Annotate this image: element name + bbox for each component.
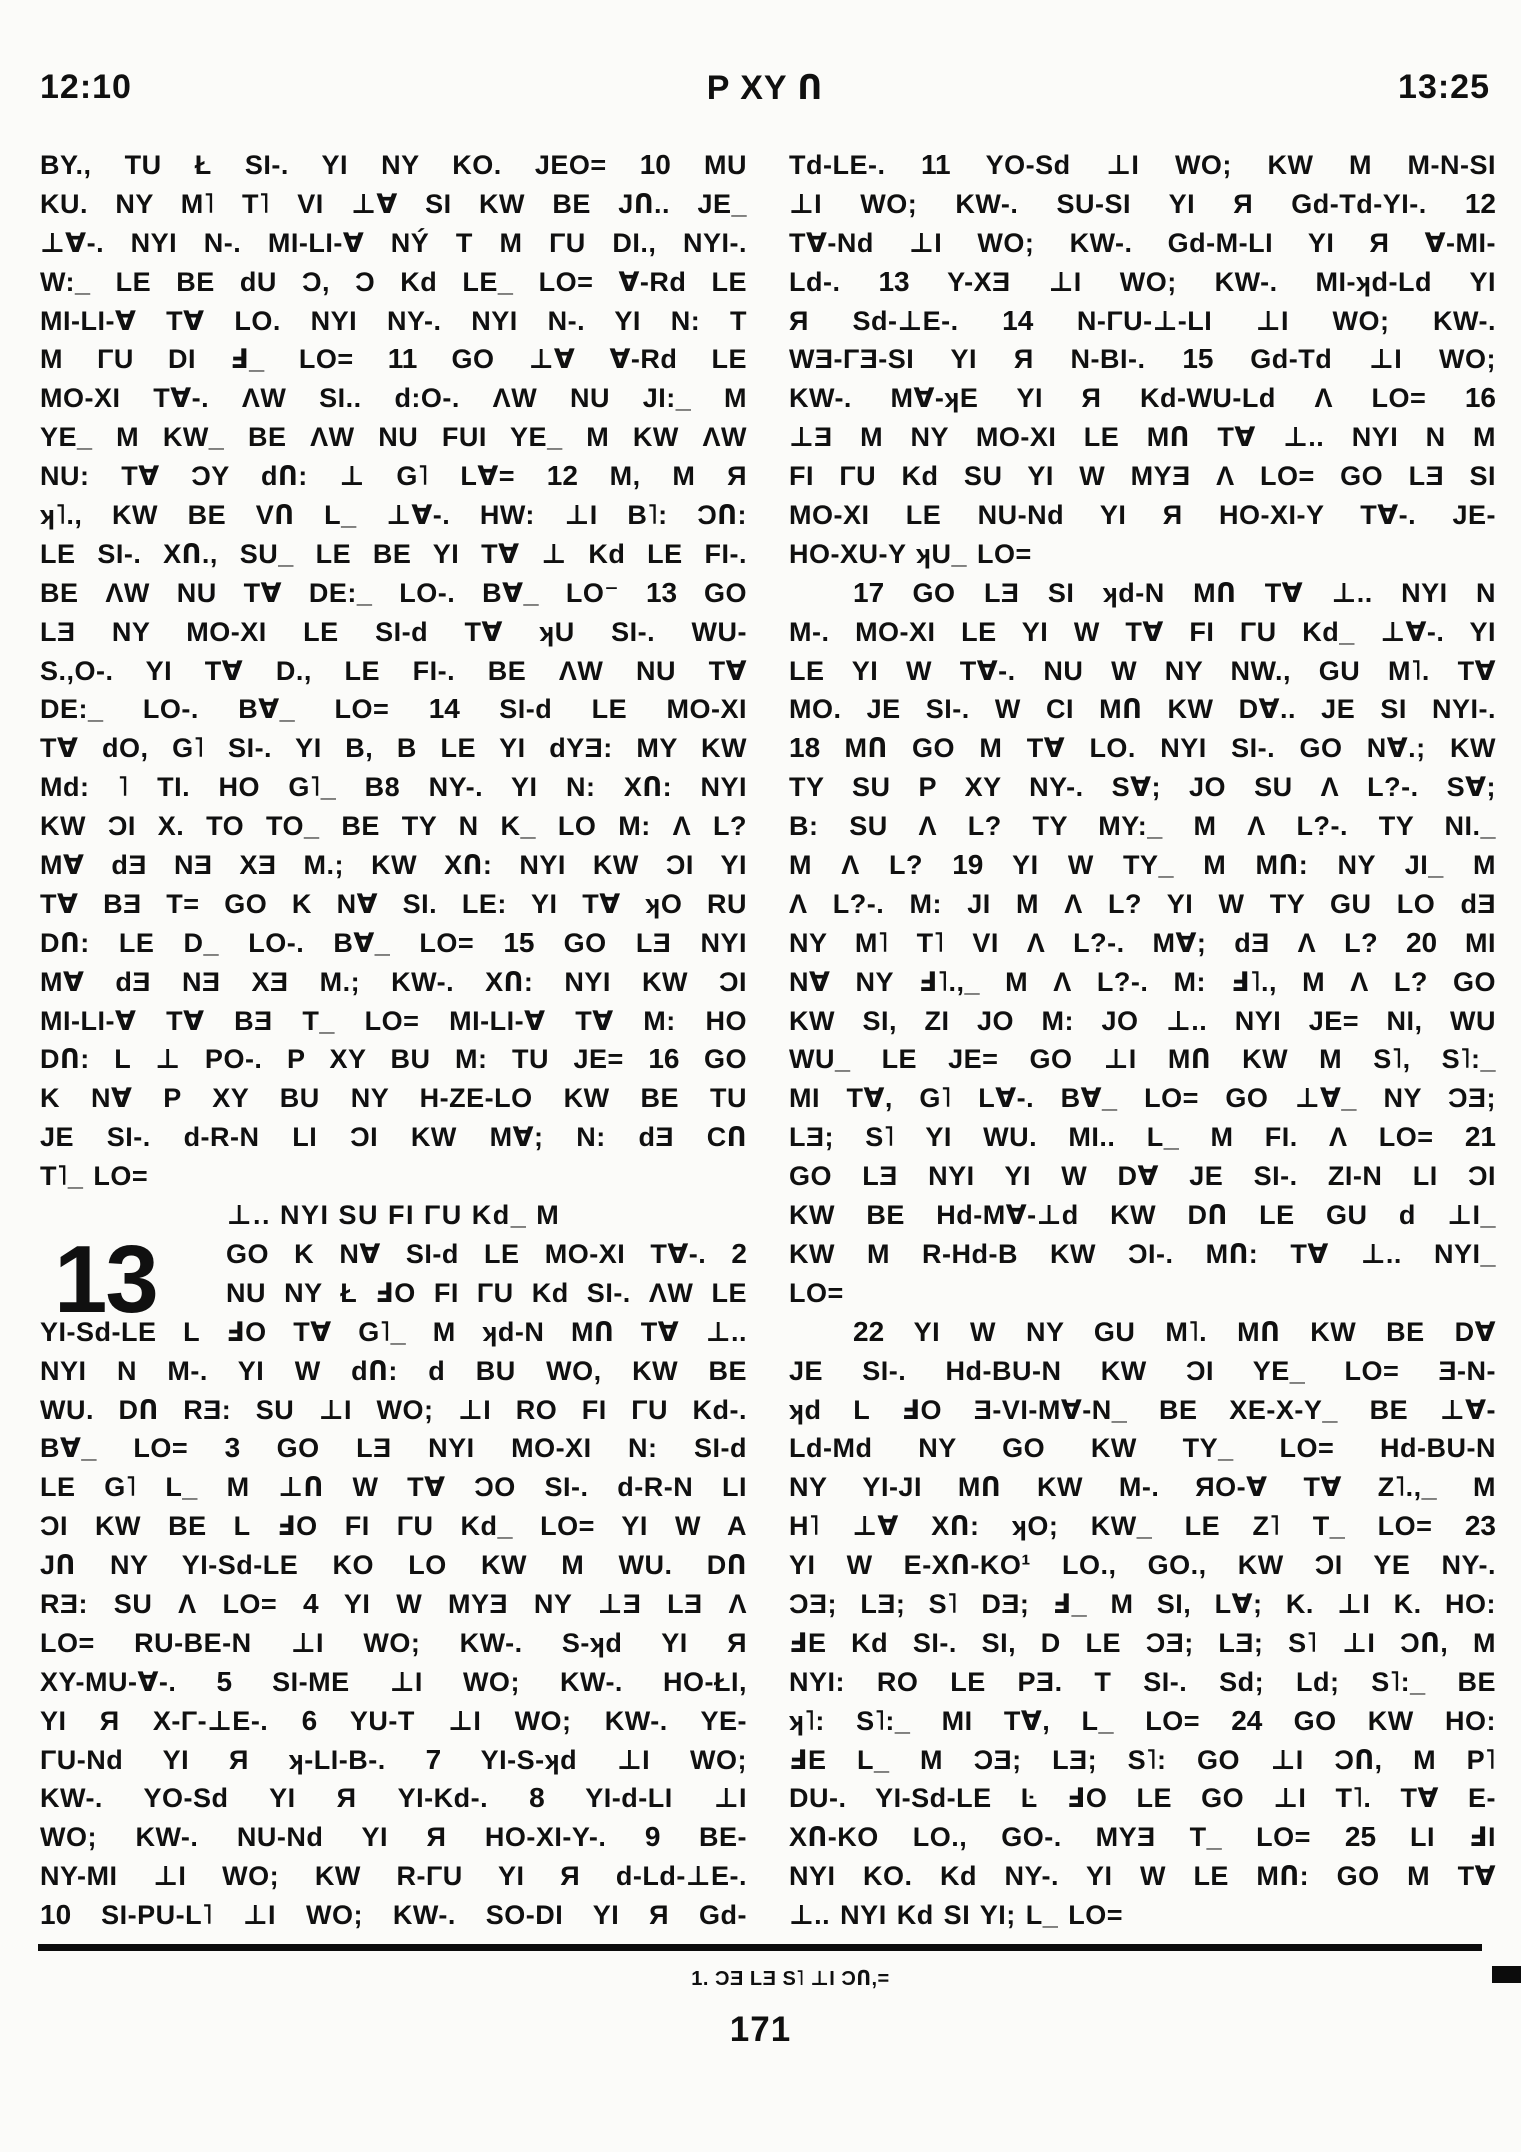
verse-number: 15: [1182, 343, 1214, 375]
text-line: LE YI W T∀-. NU W NY NW., GU M˥. T∀: [789, 655, 1496, 686]
header-title: P XY Ո: [706, 69, 824, 107]
divider-rule: [38, 1944, 1482, 1951]
verse-number: 14: [428, 693, 460, 725]
text-line: XY-MU-∀-. 5 SI-ME ⊥I WO; KW-. HO-ŁI,: [40, 1665, 747, 1697]
text-line: ʞd L ℲO Ǝ-VI-M∀-N_ BE XE-X-Y_ BE ⊥∀-: [789, 1394, 1496, 1425]
text-line: NU NY Ł ℲO FI ΓU Kd SI-. ΛW LE: [226, 1277, 747, 1308]
verse-number: 13: [645, 576, 678, 608]
text-line: ⊥I WO; KW-. SU-SI YI Я Gd-Td-YI-. 12: [789, 187, 1496, 219]
verse-number: 4: [303, 1587, 319, 1619]
text-line: 18 MՈ GO M T∀ LO. NYI SI-. GO N∀.; KW: [789, 732, 1496, 764]
text-line: K N∀ P XY BU NY H-ZE-LO KW BE TU: [40, 1083, 747, 1114]
verse-number: 3: [224, 1432, 241, 1464]
text-line: GO K N∀ SI-d LE MO-XI T∀-. 2: [226, 1237, 747, 1269]
text-line: ℲE Kd SI-. SI, D LE ƆƎ; LƎ; S˥ ⊥I ƆՈ, M: [789, 1627, 1496, 1658]
text-line: 10 SI-PU-L˥ ⊥I WO; KW-. SO-DI YI Я Gd-: [40, 1899, 747, 1931]
footnote: 1. ƆƎ LƎ S˥ ⊥I ƆՈ,=: [691, 1968, 890, 1990]
text-line: FI ΓU Kd SU YI W MYƎ Λ LO= GO LƎ SI: [789, 461, 1496, 492]
text-line: WƎ-ΓƎ-SI YI Я N-BI-. 15 Gd-Td ⊥I WO;: [789, 343, 1496, 375]
text-line: TY SU P XY NY-. S∀; JO SU Λ L?-. S∀;: [789, 772, 1496, 803]
text-line: ℲE L_ M ƆƎ; LƎ; S˥: GO ⊥I ƆՈ, M P˥: [789, 1744, 1496, 1775]
text-line: NYI: RO LE PƎ. T SI-. Sd; Ld; S˥:_ BE: [789, 1666, 1496, 1697]
verse-number: 22: [853, 1315, 885, 1347]
verse-number: 24: [1231, 1704, 1263, 1736]
verse-number: 25: [1344, 1821, 1377, 1853]
text-line: MI T∀, G˥ L∀-. B∀_ LO= GO ⊥∀_ NY ƆƎ;: [789, 1083, 1496, 1114]
text-line: ⊥.. NYI Kd SI YI; L_ LO=: [789, 1900, 1123, 1931]
text-line: GO LƎ NYI YI W D∀ JE SI-. ZI-N LI ƆI: [789, 1161, 1496, 1192]
text-line: MI-LI-∀ T∀ LO. NYI NY-. NYI N-. YI N: T: [40, 305, 747, 336]
verse-number: 9: [644, 1821, 661, 1853]
text-line: XՈ-KO LO., GO-. MYƎ T_ LO= 25 LI ℲI: [789, 1821, 1496, 1853]
verse-number: 16: [648, 1043, 680, 1075]
section-heading: ⊥.. NYI SU FI ΓU Kd_ M: [226, 1200, 561, 1231]
text-line: ƆƎ; LƎ; S˥ DƎ; Ⅎ_ M SI, L∀; K. ⊥I K. HO:: [789, 1588, 1496, 1619]
text-line: HO-XU-Y ʞU_ LO=: [789, 538, 1032, 569]
text-line: ƆI KW BE L ℲO FI ΓU Kd_ LO= YI W A: [40, 1511, 747, 1542]
text-line: KW ƆI X. TO TO_ BE TY N K_ LO M: Λ L?: [40, 811, 747, 842]
text-line: 17 GO LƎ SI ʞd-N MՈ T∀ ⊥.. NYI N: [853, 576, 1496, 608]
verse-number: 5: [216, 1665, 233, 1697]
text-line: YE_ M KW_ BE ΛW NU FUI YE_ M KW ΛW: [40, 422, 747, 453]
verse-number: 18: [789, 732, 821, 764]
verse-number: 11: [921, 149, 951, 180]
text-line: WU_ LE JE= GO ⊥I MՈ KW M S˥, S˥:_: [789, 1044, 1496, 1075]
text-line: 22 YI W NY GU M˥. MՈ KW BE D∀: [853, 1315, 1496, 1347]
text-line: Λ L?-. M: JI M Λ L? YI W TY GU LO dƎ: [789, 888, 1496, 919]
text-line: KW-. M∀-ʞE YI Я Kd-WU-Ld Λ LO= 16: [789, 382, 1496, 414]
text-line: YI-Sd-LE L ℲO T∀ G˥_ M ʞd-N MՈ T∀ ⊥..: [40, 1316, 747, 1347]
text-line: M ΓU DI Ⅎ_ LO= 11 GO ⊥∀ ∀-Rd LE: [40, 343, 747, 375]
text-line: LƎ NY MO-XI LE SI-d T∀ ʞU SI-. WU-: [40, 616, 747, 647]
text-line: M Λ L? 19 YI W TY_ M MՈ: NY JI_ M: [789, 849, 1496, 881]
text-line: JՈ NY YI-Sd-LE KO LO KW M WU. DՈ: [40, 1550, 747, 1581]
text-line: Ld-. 13 Y-XƎ ⊥I WO; KW-. MI-ʞd-Ld YI: [789, 265, 1496, 297]
verse-number: 7: [425, 1743, 442, 1775]
text-line: ⊥Ǝ M NY MO-XI LE MՈ T∀ ⊥.. NYI N M: [789, 422, 1496, 453]
text-line: DՈ: L ⊥ PO-. P XY BU M: TU JE= 16 GO: [40, 1043, 747, 1075]
text-line: ΓU-Nd YI Я ʞ-LI-B-. 7 YI-S-ʞd ⊥I WO;: [40, 1743, 747, 1775]
verse-number: 15: [503, 926, 535, 958]
text-line: T˥_ LO=: [40, 1161, 149, 1192]
text-line: DE:_ LO-. B∀_ LO= 14 SI-d LE MO-XI: [40, 693, 747, 725]
text-line: B: SU Λ L? TY MY:_ M Λ L?-. TY NI._: [789, 811, 1496, 842]
text-column-right: [789, 146, 1496, 1935]
verse-number: 21: [1464, 1121, 1496, 1153]
text-line: B∀_ LO= 3 GO LƎ NYI MO-XI N: SI-d: [40, 1432, 747, 1464]
text-line: Я Sd-⊥E-. 14 N-ΓU-⊥-LI ⊥I WO; KW-.: [789, 304, 1496, 336]
text-line: ʞ˥., KW BE VՈ L_ ⊥∀-. HW: ⊥I B˥: ƆՈ:: [40, 500, 747, 531]
text-line: RƎ: SU Λ LO= 4 YI W MYƎ NY ⊥Ǝ LƎ Λ: [40, 1587, 747, 1619]
text-line: LO= RU-BE-N ⊥I WO; KW-. S-ʞd YI Я: [40, 1627, 747, 1658]
text-line: KU. NY M˥ T˥ VI ⊥∀ SI KW BE JՈ.. JE_: [40, 188, 747, 219]
text-line: LE SI-. XՈ., SU_ LE BE YI T∀ ⊥ Kd LE FI-.: [40, 538, 747, 569]
verse-number: 6: [301, 1704, 318, 1736]
text-line: MO. JE SI-. W CI MՈ KW D∀.. JE SI NYI-.: [789, 694, 1496, 725]
text-line: NYI N M-. YI W dՈ: d BU WO, KW BE: [40, 1355, 747, 1386]
text-line: WO; KW-. NU-Nd YI Я HO-XI-Y-. 9 BE-: [40, 1821, 747, 1853]
text-line: MI-LI-∀ T∀ BƎ T_ LO= MI-LI-∀ T∀ M: HO: [40, 1005, 747, 1036]
text-line: N∀ NY Ⅎ˥.,_ M Λ L?-. M: Ⅎ˥., M Λ L? GO: [789, 966, 1496, 997]
verse-number: 12: [546, 460, 578, 492]
text-line: LƎ; S˥ YI WU. MI.. L_ M FI. Λ LO= 21: [789, 1121, 1496, 1153]
text-line: Td-LE-. 11 YO-Sd ⊥I WO; KW M M-N-SI: [789, 149, 1496, 180]
verse-number: 2: [731, 1237, 747, 1269]
text-line: NYI KO. Kd NY-. YI W LE MՈ: GO M T∀: [789, 1861, 1496, 1892]
text-column-left: [40, 146, 747, 1935]
text-line: MO-XI LE NU-Nd YI Я HO-XI-Y T∀-. JE-: [789, 500, 1496, 531]
text-line: YI Я X-Γ-⊥E-. 6 YU-T ⊥I WO; KW-. YE-: [40, 1704, 747, 1736]
text-line: T∀ BƎ T= GO K N∀ SI. LE: YI T∀ ʞO RU: [40, 888, 747, 919]
verse-number: 13: [878, 265, 910, 297]
page-header: [40, 68, 1490, 110]
text-line: JE SI-. Hd-BU-N KW ƆI YE_ LO= Ǝ-N-: [789, 1355, 1496, 1386]
text-line: WU. DՈ RƎ: SU ⊥I WO; ⊥I RO FI ΓU Kd-.: [40, 1394, 747, 1425]
chapter-number: 13: [54, 1225, 157, 1333]
text-line: MO-XI T∀-. ΛW SI.. d:O-. ΛW NU JI:_ M: [40, 383, 747, 414]
text-line: Md: ˥ TI. HO G˥_ B8 NY-. YI N: XՈ: NYI: [40, 772, 747, 803]
text-line: S.,O-. YI T∀ D., LE FI-. BE ΛW NU T∀: [40, 655, 747, 686]
verse-number: 12: [1464, 187, 1496, 219]
text-line: KW SI, ZI JO M: JO ⊥.. NYI JE= NI, WU: [789, 1005, 1496, 1036]
text-line: H˥ ⊥∀ XՈ: ʞO; KW_ LE Z˥ T_ LO= 23: [789, 1510, 1496, 1542]
text-line: YI W E-XՈ-KO¹ LO., GO., KW ƆI YE NY-.: [789, 1550, 1496, 1581]
text-line: ʞ˥: S˥:_ MI T∀, L_ LO= 24 GO KW HO:: [789, 1704, 1496, 1736]
verse-number: 17: [853, 576, 885, 608]
verse-number: 20: [1405, 926, 1438, 958]
text-line: NY M˥ T˥ VI Λ L?-. M∀; dƎ Λ L? 20 MI: [789, 926, 1496, 958]
text-line: KW M R-Hd-B KW ƆI-. MՈ: T∀ ⊥.. NYI_: [789, 1238, 1496, 1269]
text-line: M∀ dƎ NƎ XƎ M.; KW-. XՈ: NYI KW ƆI: [40, 966, 747, 997]
text-line: ⊥∀-. NYI N-. MI-LI-∀ NÝ T M ΓU DI., NYI-.: [40, 227, 747, 258]
verse-number: 19: [952, 849, 984, 881]
text-line: NU: T∀ ƆY dՈ: ⊥ G˥ L∀= 12 M, M Я: [40, 460, 747, 492]
verse-number: 10: [40, 1899, 72, 1931]
text-line: M∀ dƎ NƎ XƎ M.; KW XՈ: NYI KW ƆI YI: [40, 850, 747, 881]
verse-number: 11: [387, 343, 418, 375]
text-line: LO=: [789, 1277, 844, 1308]
text-line: DU-. YI-Sd-LE Ŀ ℲO LE GO ⊥I T˥. T∀ E-: [789, 1783, 1496, 1814]
text-line: NY YI-JI MՈ KW M-. ЯO-∀ T∀ Z˥.,_ M: [789, 1472, 1496, 1503]
text-line: W:_ LE BE dU Ɔ, Ɔ Kd LE_ LO= ∀-Rd LE: [40, 266, 747, 297]
text-line: NY-MI ⊥I WO; KW R-ΓU YI Я d-Ld-⊥E-.: [40, 1861, 747, 1892]
verse-number: 16: [1464, 382, 1496, 414]
header-right-reference: 13:25: [1398, 68, 1490, 106]
verse-number: 14: [1002, 304, 1034, 336]
text-line: BE ΛW NU T∀ DE:_ LO-. B∀_ LO⁻ 13 GO: [40, 576, 747, 608]
page-number: 171: [729, 2010, 792, 2049]
verse-number: 23: [1464, 1510, 1496, 1542]
text-line: DՈ: LE D_ LO-. B∀_ LO= 15 GO LƎ NYI: [40, 926, 747, 958]
verse-number: 10: [639, 149, 671, 180]
text-line: KW-. YO-Sd YI Я YI-Kd-. 8 YI-d-LI ⊥I: [40, 1782, 747, 1814]
text-line: M-. MO-XI LE YI W T∀ FI ΓU Kd_ ⊥∀-. YI: [789, 616, 1496, 647]
text-line: Ld-Md NY GO KW TY_ LO= Hd-BU-N: [789, 1433, 1496, 1464]
text-line: BY., TU Ł SI-. YI NY KO. JEO= 10 MU: [40, 149, 747, 180]
text-line: T∀ dO, G˥ SI-. YI B, B LE YI dYƎ: MY KW: [40, 733, 747, 764]
text-line: KW BE Hd-M∀-⊥d KW DՈ LE GU d ⊥I_: [789, 1200, 1496, 1231]
text-line: JE SI-. d-R-N LI ƆI KW M∀; N: dƎ CՈ: [40, 1122, 747, 1153]
text-line: T∀-Nd ⊥I WO; KW-. Gd-M-LI YI Я ∀-MI-: [789, 227, 1496, 258]
header-left-reference: 12:10: [40, 68, 132, 106]
text-line: LE G˥ L_ M ⊥Ո W T∀ ƆO SI-. d-R-N LI: [40, 1472, 747, 1503]
verse-number: 8: [529, 1782, 545, 1814]
